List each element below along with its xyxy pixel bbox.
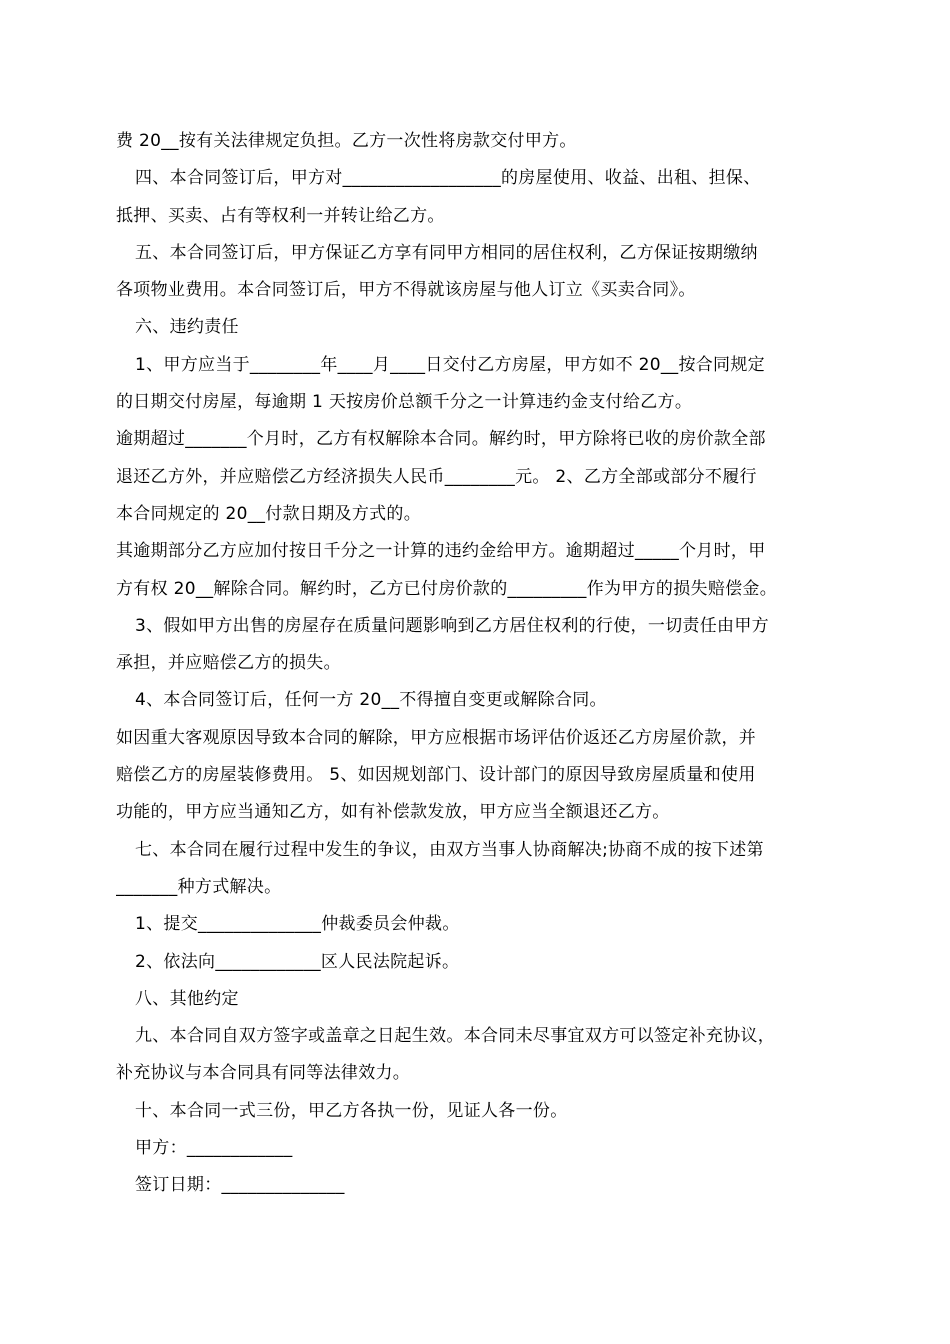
contract-line: 各项物业费用。本合同签订后，甲方不得就该房屋与他人订立《买卖合同》。	[116, 280, 696, 301]
contract-line: 1、甲方应当于________年____月____日交付乙方房屋，甲方如不 20__按合同规定	[135, 354, 765, 375]
contract-line: 十、本合同一式三份，甲乙方各执一份，见证人各一份。	[135, 1100, 568, 1121]
contract-line: 赔偿乙方的房屋装修费用。 5、如因规划部门、设计部门的原因导致房屋质量和使用	[116, 765, 756, 786]
contract-line: 的日期交付房屋，每逾期 1 天按房价总额千分之一计算违约金支付给乙方。	[116, 392, 693, 413]
contract-line: 甲方：____________	[135, 1138, 293, 1159]
contract-line: 签订日期：______________	[135, 1175, 345, 1196]
contract-line: 补充协议与本合同具有同等法律效力。	[116, 1063, 411, 1084]
contract-line: 费 20__按有关法律规定负担。乙方一次性将房款交付甲方。	[116, 131, 577, 151]
contract-line: 四、本合同签订后，甲方对__________________的房屋使用、收益、出租、担保、	[135, 168, 761, 189]
contract-line: 4、本合同签订后，任何一方 20__不得擅自变更或解除合同。	[135, 690, 607, 711]
contract-line: 退还乙方外，并应赔偿乙方经济损失人民币________元。 2、乙方全部或部分不履行	[116, 466, 757, 487]
contract-line: 本合同规定的 20__付款日期及方式的。	[116, 503, 422, 524]
contract-line: 七、本合同在履行过程中发生的争议，由双方当事人协商解决;协商不成的按下述第	[135, 839, 764, 860]
contract-line: 八、其他约定	[135, 988, 239, 1009]
contract-line: 功能的，甲方应当通知乙方，如有补偿款发放，甲方应当全额退还乙方。	[116, 802, 670, 823]
contract-line: 如因重大客观原因导致本合同的解除，甲方应根据市场评估价返还乙方房屋价款，并	[116, 727, 757, 748]
contract-line: 2、依法向____________区人民法院起诉。	[135, 951, 460, 972]
contract-line: 3、假如甲方出售的房屋存在质量问题影响到乙方居住权利的行使，一切责任由甲方	[135, 615, 769, 636]
contract-line: 五、本合同签订后，甲方保证乙方享有同甲方相同的居住权利，乙方保证按期缴纳	[135, 242, 758, 263]
contract-line: 方有权 20__解除合同。解约时，乙方已付房价款的_________作为甲方的损失赔偿金。	[116, 578, 778, 599]
contract-body	[116, 123, 846, 1205]
contract-line: 1、提交______________仲裁委员会仲裁。	[135, 914, 460, 935]
contract-line: 抵押、买卖、占有等权利一并转让给乙方。	[116, 205, 445, 226]
contract-line: 逾期超过_______个月时，乙方有权解除本合同。解约时，甲方除将已收的房价款全部	[116, 429, 766, 450]
contract-line: 其逾期部分乙方应加付按日千分之一计算的违约金给甲方。逾期超过_____个月时，甲	[116, 541, 766, 562]
contract-line: 承担，并应赔偿乙方的损失。	[116, 653, 341, 674]
contract-line: 六、违约责任	[135, 317, 239, 338]
contract-line: _______种方式解决。	[116, 876, 282, 897]
contract-line: 九、本合同自双方签字或盖章之日起生效。本合同未尽事宜双方可以签定补充协议，	[135, 1026, 776, 1047]
